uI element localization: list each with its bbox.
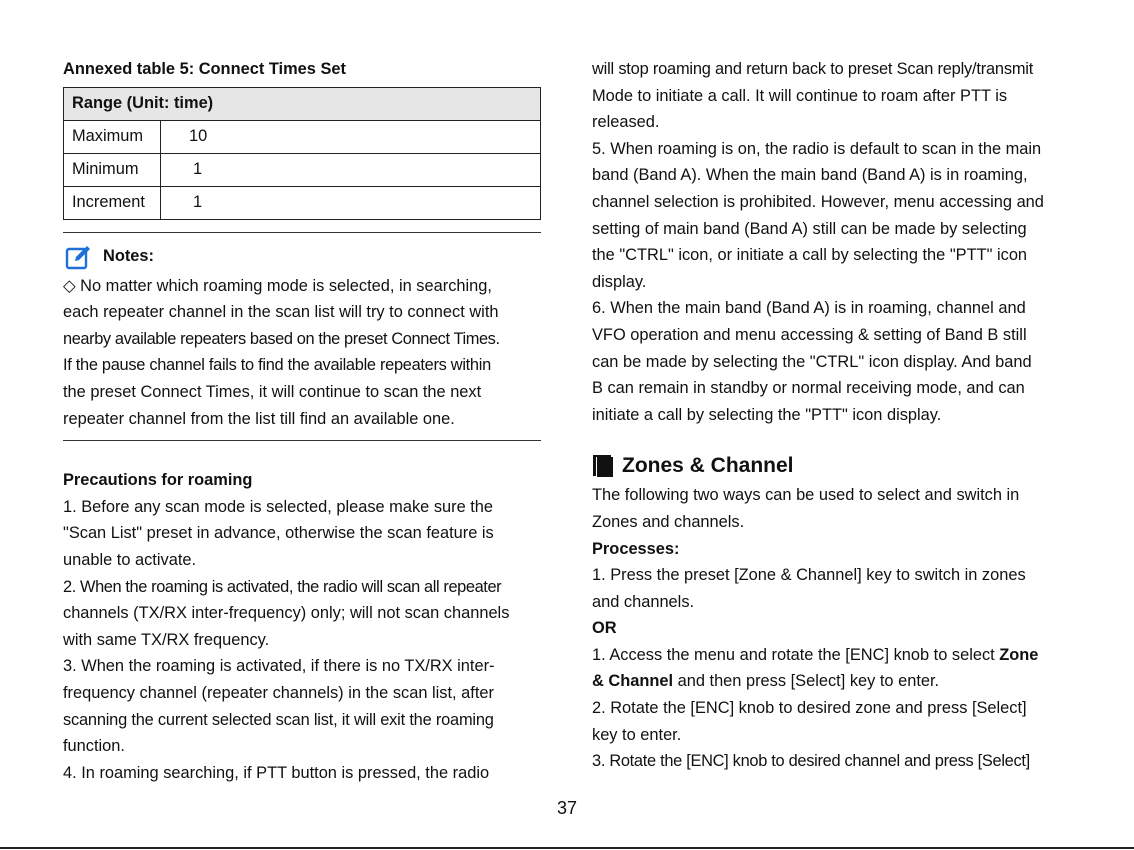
notes-header xyxy=(63,241,541,273)
precautions-line: 4. In roaming searching, if PTT button is pressed, the radio xyxy=(63,763,490,782)
process-step: 1. Press the preset [Zone & Channel] key to switch in zones xyxy=(592,566,1026,585)
alt-step-1-cont-bold: & Channel xyxy=(592,672,674,691)
alt-step-1-cont-text: and then press [Select] key to enter. xyxy=(673,672,940,691)
precautions-line: "Scan List" preset in advance, otherwise the scan feature is xyxy=(63,524,494,543)
precautions-line: frequency channel (repeater channels) in the scan list, after xyxy=(63,683,494,702)
table-row xyxy=(64,186,541,219)
notes-box xyxy=(63,232,541,442)
right-column xyxy=(592,56,1076,775)
row-label: Minimum xyxy=(64,153,161,186)
alt-step-1 xyxy=(592,642,1076,669)
row-value: 1 xyxy=(161,153,541,186)
table-row xyxy=(64,120,541,153)
book-icon xyxy=(592,454,614,478)
body-line: will stop roaming and return back to preset Scan reply/transmit xyxy=(592,60,1034,78)
connect-times-table xyxy=(63,87,541,220)
body-line: display. xyxy=(592,272,647,291)
table-row xyxy=(64,153,541,186)
table-header: Range (Unit: time) xyxy=(64,87,541,120)
alt-step-2-cont: key to enter. xyxy=(592,725,682,744)
notes-line: nearby available repeaters based on the preset Connect Times. xyxy=(63,329,500,348)
body-line: VFO operation and menu accessing & setting of Band B still xyxy=(592,325,1027,344)
left-column xyxy=(63,56,541,786)
body-line: 5. When roaming is on, the radio is default to scan in the main xyxy=(592,139,1042,158)
or-label: OR xyxy=(592,619,617,638)
alt-step-2: 2. Rotate the [ENC] knob to desired zone and press [Select] xyxy=(592,699,1027,718)
body-line: band (Band A). When the main band (Band A) is in roaming, xyxy=(592,166,1028,185)
body-line: the "CTRL" icon, or initiate a call by selecting the "PTT" icon xyxy=(592,246,1028,265)
row-label: Increment xyxy=(64,186,161,219)
process-step: and channels. xyxy=(592,592,695,611)
body-line: can be made by selecting the "CTRL" icon display. And band xyxy=(592,352,1032,371)
alt-step-1-bold: Zone xyxy=(999,645,1039,664)
precautions-line: scanning the current selected scan list, it will exit the roaming xyxy=(63,710,494,729)
body-line: B can remain in standby or normal receiving mode, and can xyxy=(592,379,1025,398)
precautions-line: channels (TX/RX inter-frequency) only; will not scan channels xyxy=(63,604,510,623)
body-line: initiate a call by selecting the "PTT" icon display. xyxy=(592,405,942,424)
body-line: channel selection is prohibited. However, menu accessing and xyxy=(592,192,1044,211)
precautions-section xyxy=(63,467,541,786)
body-line: Mode to initiate a call. It will continue to roam after PTT is xyxy=(592,86,1008,105)
row-value: 1 xyxy=(161,186,541,219)
table-header-row xyxy=(64,87,541,120)
notes-line: repeater channel from the list till find an available one. xyxy=(63,409,455,428)
bottom-rule xyxy=(0,847,1134,849)
page-number: 37 xyxy=(556,798,578,818)
precautions-line: function. xyxy=(63,737,125,756)
notes-line: each repeater channel in the scan list will try to connect with xyxy=(63,303,499,322)
precautions-title: Precautions for roaming xyxy=(63,471,253,490)
row-value: 10 xyxy=(161,120,541,153)
alt-step-3: 3. Rotate the [ENC] knob to desired channel and press [Select] xyxy=(592,752,1030,771)
alt-step-1-cont xyxy=(592,668,1076,695)
precautions-line: 1. Before any scan mode is selected, please make sure the xyxy=(63,497,494,516)
zones-intro-line: Zones and channels. xyxy=(592,512,745,531)
body-line: setting of main band (Band A) still can be made by selecting xyxy=(592,219,1027,238)
precautions-line: 3. When the roaming is activated, if there is no TX/RX inter- xyxy=(63,657,495,676)
precautions-line: 2. When the roaming is activated, the radio will scan all repeater xyxy=(63,577,502,596)
notes-title: Notes: xyxy=(103,247,154,266)
notes-line: the preset Connect Times, it will continue to scan the next xyxy=(63,382,482,401)
precautions-line: with same TX/RX frequency. xyxy=(63,630,270,649)
table-title: Annexed table 5: Connect Times Set xyxy=(63,60,346,78)
body-line: released. xyxy=(592,113,660,132)
notes-line: ◇ No matter which roaming mode is selected, in searching, xyxy=(63,276,492,295)
precautions-line: unable to activate. xyxy=(63,550,197,569)
body-line: 6. When the main band (Band A) is in roaming, channel and xyxy=(592,299,1026,318)
zones-header xyxy=(592,450,1076,482)
alt-step-1-text: 1. Access the menu and rotate the [ENC] knob to select xyxy=(592,645,1000,664)
processes-label: Processes: xyxy=(592,539,680,558)
zones-title: Zones & Channel xyxy=(622,454,794,478)
row-label: Maximum xyxy=(64,120,161,153)
pencil-edit-icon xyxy=(65,244,93,270)
notes-line: If the pause channel fails to find the available repeaters within xyxy=(63,356,491,375)
zones-intro-line: The following two ways can be used to select and switch in xyxy=(592,486,1020,505)
